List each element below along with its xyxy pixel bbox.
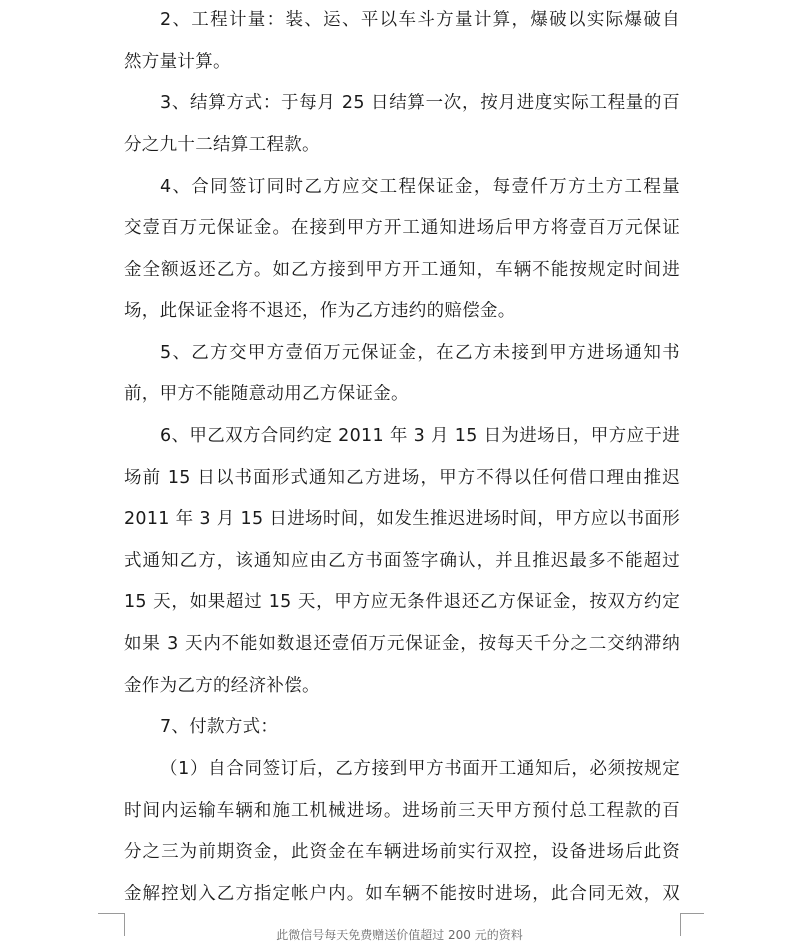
crop-mark-right-horizontal (680, 913, 704, 914)
paragraph-4-line-1: 4、合同签订同时乙方应交工程保证金，每壹仟万方土方工程量 (160, 177, 680, 197)
paragraph-4-line-3: 金全额返还乙方。如乙方接到甲方开工通知，车辆不能按规定时间进 (124, 260, 680, 280)
paragraph-2-line-1: 2、工程计量：装、运、平以车斗方量计算，爆破以实际爆破自 (160, 10, 680, 30)
paragraph-6-line-5: 15 天，如果超过 15 天，甲方应无条件退还乙方保证金，按双方约定 (124, 592, 680, 612)
paragraph-6-line-2: 场前 15 日以书面形式通知乙方进场，甲方不得以任何借口理由推迟 (124, 468, 680, 488)
paragraph-4-line-2: 交壹百万元保证金。在接到甲方开工通知进场后甲方将壹百万元保证 (124, 218, 680, 238)
paragraph-7-heading: 7、付款方式： (160, 717, 279, 737)
paragraph-5-line-1: 5、乙方交甲方壹佰万元保证金，在乙方未接到甲方进场通知书 (160, 343, 680, 363)
paragraph-7-1-line-3: 分之三为前期资金，此资金在车辆进场前实行双控，设备进场后此资 (124, 842, 680, 862)
page-footer-note: 此微信号每天免费赠送价值超过 200 元的资料 (276, 928, 523, 942)
paragraph-7-1-line-2: 时间内运输车辆和施工机械进场。进场前三天甲方预付总工程款的百 (124, 801, 680, 821)
crop-mark-left-horizontal (98, 913, 124, 914)
paragraph-7-1-line-4: 金解控划入乙方指定帐户内。如车辆不能按时进场，此合同无效，双 (124, 884, 680, 904)
paragraph-6-line-3: 2011 年 3 月 15 日进场时间，如发生推迟进场时间，甲方应以书面形 (124, 509, 680, 529)
paragraph-3-line-1: 3、结算方式：于每月 25 日结算一次，按月进度实际工程量的百 (160, 93, 680, 113)
paragraph-2-line-2: 然方量计算。 (124, 52, 231, 72)
paragraph-6-line-1: 6、甲乙双方合同约定 2011 年 3 月 15 日为进场日，甲方应于进 (160, 426, 680, 446)
paragraph-5-line-2: 前，甲方不能随意动用乙方保证金。 (124, 384, 409, 404)
paragraph-6-line-7: 金作为乙方的经济补偿。 (124, 676, 320, 696)
paragraph-3-line-2: 分之九十二结算工程款。 (124, 135, 320, 155)
paragraph-6-line-6: 如果 3 天内不能如数退还壹佰万元保证金，按每天千分之二交纳滞纳 (124, 634, 680, 654)
paragraph-7-1-line-1: （1）自合同签订后，乙方接到甲方书面开工通知后，必须按规定 (160, 759, 680, 779)
paragraph-6-line-4: 式通知乙方，该通知应由乙方书面签字确认，并且推迟最多不能超过 (124, 551, 680, 571)
paragraph-4-line-4: 场，此保证金将不退还，作为乙方违约的赔偿金。 (124, 301, 516, 321)
